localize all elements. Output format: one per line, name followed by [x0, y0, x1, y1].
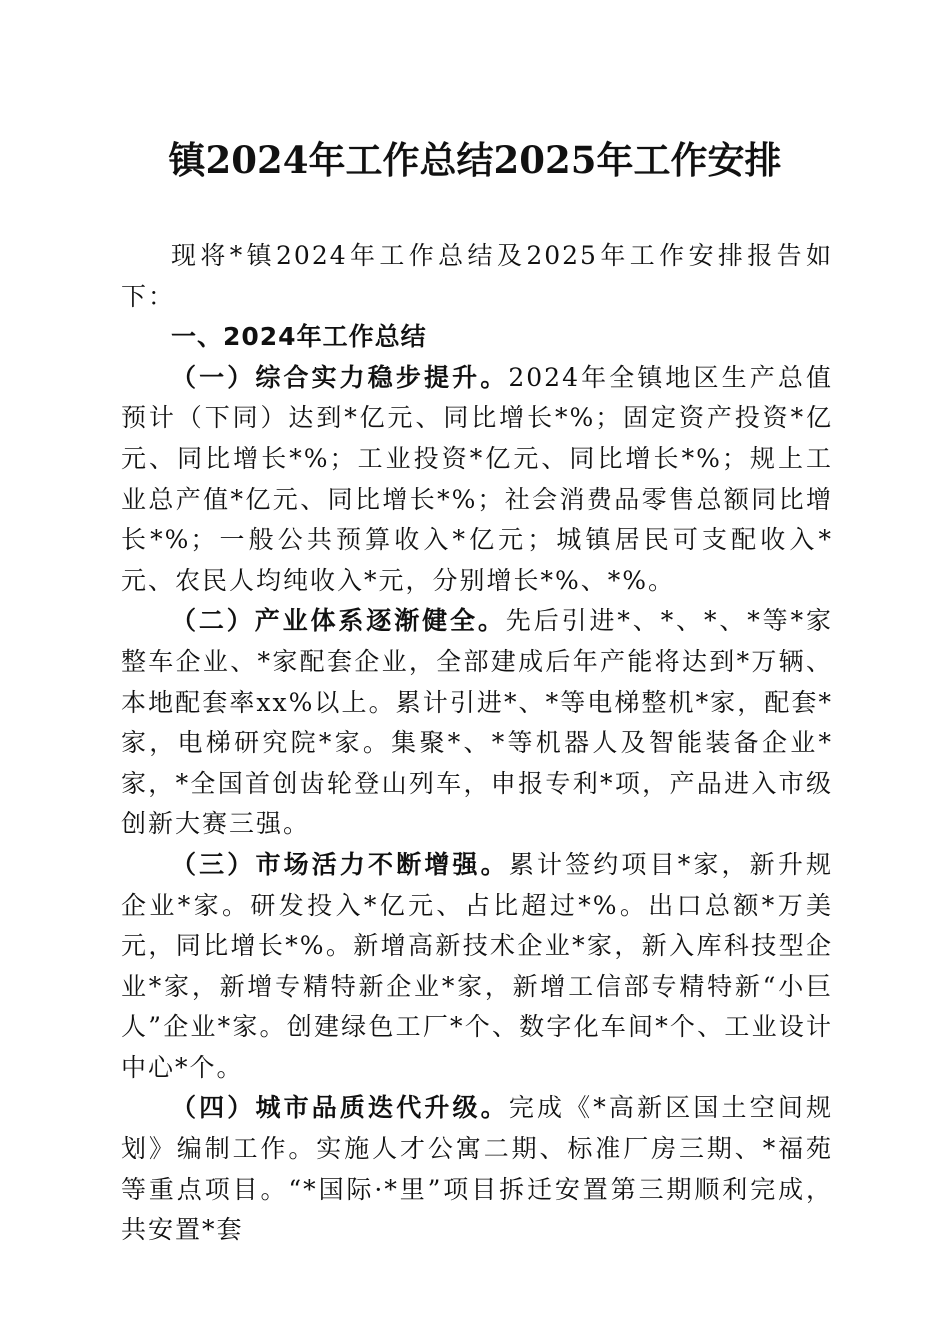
intro-paragraph: 现将*镇2024年工作总结及2025年工作安排报告如下：	[121, 241, 833, 311]
paragraph-overall-strength	[121, 358, 833, 602]
paragraph-lead: （三）市场活力不断增强。	[171, 849, 509, 879]
paragraph-text: 完成《*高新区国土空间规划》编制工作。实施人才公寓二期、标准厂房三期、*福苑等重点项目。“*国际·*里”项目拆迁安置第三期顺利完成，共安置*套	[121, 1093, 833, 1245]
paragraph-text: 累计签约项目*家，新升规企业*家。研发投入*亿元、占比超过*%。出口总额*万美元，同比增长*%。新增高新技术企业*家，新入库科技型企业*家，新增专精特新企业*家，新增工信部专精特新“小巨人”企业*家。创建绿色工厂*个、数字化车间*个、工业设计中心*个。	[121, 849, 833, 1082]
paragraph-market-vitality	[121, 845, 833, 1089]
section-heading: 一、2024年工作总结	[171, 322, 427, 352]
paragraph-lead: （一）综合实力稳步提升。	[171, 362, 509, 392]
document-title: 镇2024年工作总结2025年工作安排	[168, 138, 782, 182]
document-body	[121, 236, 833, 1251]
paragraph-text: 2024年全镇地区生产总值预计（下同）达到*亿元、同比增长*%；固定资产投资*亿元、同比增长*%；工业投资*亿元、同比增长*%；规上工业总产值*亿元、同比增长*%；社会消费品零售总额同比增长*%；一般公共预算收入*亿元；城镇居民可支配收入*元、农民人均纯收入*元，分别增长*%、*%。	[121, 362, 833, 595]
paragraph-industry-system	[121, 601, 833, 845]
paragraph-lead: （四）城市品质迭代升级。	[171, 1093, 509, 1123]
paragraph-city-quality	[121, 1088, 833, 1250]
paragraph-lead: （二）产业体系逐渐健全。	[171, 606, 506, 636]
paragraph-text: 先后引进*、*、*、*等*家整车企业、*家配套企业，全部建成后年产能将达到*万辆、本地配套率xx%以上。累计引进*、*等电梯整机*家，配套*家，电梯研究院*家。集聚*、*等机器人及智能装备企业*家，*全国首创齿轮登山列车，申报专利*项，产品进入市级创新大赛三强。	[121, 606, 833, 839]
